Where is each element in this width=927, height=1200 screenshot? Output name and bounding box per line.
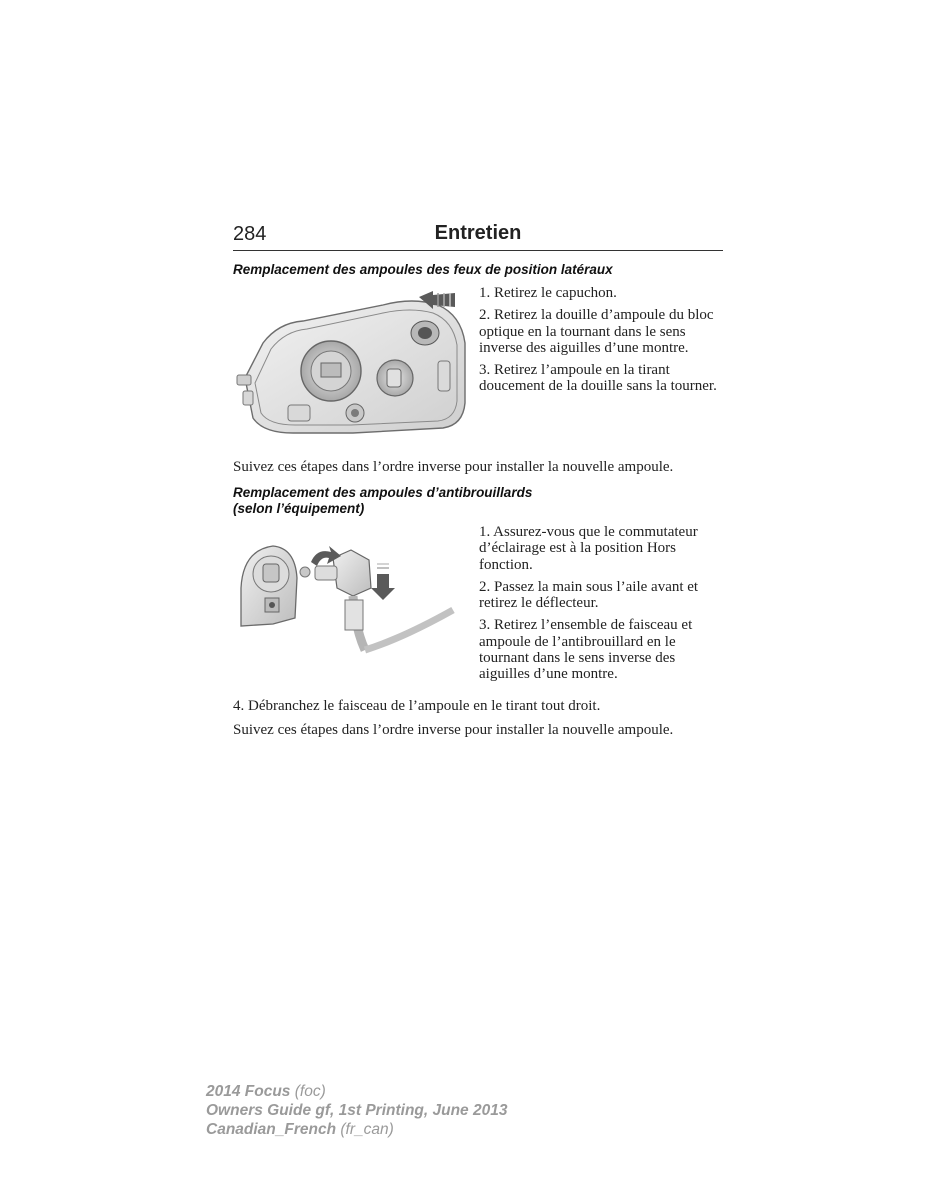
fog-lamp-illustration xyxy=(233,538,458,663)
section2-step-3: 3. Retirez l’ensemble de faisceau et ampoule de l’antibrouillard en le tournant dans le sens inverse des aiguilles d’une montre. xyxy=(479,617,693,683)
section2-step-1: 1. Assurez-vous que le commutateur d’éclairage est à la position Hors fonction. xyxy=(479,524,698,573)
section2-step-2: 2. Passez la main sous l’aile avant et retirez le déflecteur. xyxy=(479,578,699,612)
section2-heading xyxy=(233,485,723,517)
section1-heading: Remplacement des ampoules des feux de position latéraux xyxy=(233,262,613,277)
section2-heading-line1: Remplacement des ampoules d’antibrouillards xyxy=(233,485,533,500)
page-header xyxy=(233,222,723,251)
footer-line-3 xyxy=(206,1120,626,1139)
footer-line-1 xyxy=(206,1082,626,1101)
footer-language-code: (fr_can) xyxy=(340,1121,394,1138)
section2-steps xyxy=(479,524,729,689)
footer-model-code: (foc) xyxy=(294,1083,326,1100)
section1-step-3: 3. Retirez l’ampoule en la tirant doucement de la douille sans la tourner. xyxy=(479,362,717,395)
section1-steps xyxy=(479,285,729,401)
section1-step-2: 2. Retirez la douille d’ampoule du bloc optique en la tournant dans le sens inverse des aiguilles d’une montre. xyxy=(479,307,714,356)
section1-closing: Suivez ces étapes dans l’ordre inverse pour installer la nouvelle ampoule. xyxy=(233,459,674,475)
footer-line-2: Owners Guide gf, 1st Printing, June 2013 xyxy=(206,1102,508,1119)
headlamp-illustration xyxy=(233,283,468,438)
section2-heading-line2: (selon l’équipement) xyxy=(233,501,365,516)
section2-closing: Suivez ces étapes dans l’ordre inverse pour installer la nouvelle ampoule. xyxy=(233,722,674,738)
section2-step-4: 4. Débranchez le faisceau de l’ampoule en le tirant tout droit. xyxy=(233,698,601,714)
section1-step-1: 1. Retirez le capuchon. xyxy=(479,285,617,301)
page-number: 284 xyxy=(233,223,267,245)
footer-model: 2014 Focus xyxy=(206,1083,291,1100)
document-footer xyxy=(206,1082,626,1139)
chapter-title: Entretien xyxy=(434,222,522,244)
footer-language: Canadian_French xyxy=(206,1121,337,1138)
